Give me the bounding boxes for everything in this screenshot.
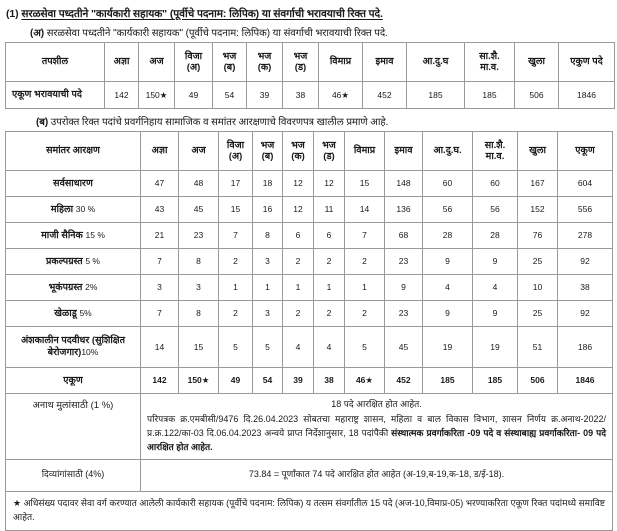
cell-total: 49 xyxy=(219,368,253,394)
cell-sbc: 46★ xyxy=(319,82,363,109)
row-label: प्रकल्पग्रस्त 5 % xyxy=(6,249,141,275)
col-header-st: अज xyxy=(139,43,175,82)
cell: 4 xyxy=(283,327,314,368)
cell: 8 xyxy=(179,301,219,327)
table-row xyxy=(6,249,613,275)
row-label: खेळाडू 5% xyxy=(6,301,141,327)
col-header-total: एकूण xyxy=(558,132,613,171)
col-header-vja: विजा (अ) xyxy=(175,43,213,82)
cell: 1 xyxy=(345,275,385,301)
col-header-vja: विजा (अ) xyxy=(219,132,253,171)
cell: 1 xyxy=(283,275,314,301)
cell: 12 xyxy=(283,197,314,223)
cell-total: 150★ xyxy=(179,368,219,394)
cell: 9 xyxy=(473,301,518,327)
cell: 7 xyxy=(141,249,179,275)
cell: 8 xyxy=(179,249,219,275)
col-header-sbc: विमाप्र xyxy=(345,132,385,171)
cell: 43 xyxy=(141,197,179,223)
cell-nt-b: 54 xyxy=(213,82,247,109)
cell: 15 xyxy=(179,327,219,368)
cell: 28 xyxy=(423,223,473,249)
cell-total: 142 xyxy=(141,368,179,394)
cell: 9 xyxy=(473,249,518,275)
footnote-text: अधिसंख्य पदावर सेवा वर्ग करण्यात आलेली कार्यकारी सहायक (पूर्वीचे पदनाम: लिपिक) य तत्सम संवर्गातील 15 पदे (अज-10,विमाप्र-05) भरण्याकरिता एकूण रिक्त पदांमध्ये समाविष्ट आहेत. xyxy=(13,497,605,523)
cell: 3 xyxy=(253,301,283,327)
cell: 7 xyxy=(345,223,385,249)
footnote-content xyxy=(6,491,613,530)
cell: 556 xyxy=(558,197,613,223)
table-row xyxy=(6,275,613,301)
cell: 17 xyxy=(219,171,253,197)
cell: 2 xyxy=(345,301,385,327)
cell-sebc: 185 xyxy=(465,82,515,109)
cell-total: 185 xyxy=(473,368,518,394)
col-header-parallel-reservation: समांतर आरक्षण xyxy=(6,132,141,171)
cell: 1 xyxy=(314,275,345,301)
col-header-nt-b: भज (ब) xyxy=(253,132,283,171)
row-label: भूकंपग्रस्त 2% xyxy=(6,275,141,301)
star-icon: ★ xyxy=(13,497,22,508)
cell-total: 38 xyxy=(314,368,345,394)
table-row xyxy=(6,327,613,368)
col-header-open: खुला xyxy=(518,132,558,171)
cell: 47 xyxy=(141,171,179,197)
cell: 167 xyxy=(518,171,558,197)
cell: 25 xyxy=(518,249,558,275)
cell: 2 xyxy=(219,249,253,275)
cell: 16 xyxy=(253,197,283,223)
cell: 14 xyxy=(141,327,179,368)
cell-total: 1846 xyxy=(558,368,613,394)
col-header-sbc: विमाप्र xyxy=(319,43,363,82)
col-header-total-posts: एकुण पदे xyxy=(559,43,615,82)
col-header-obc: इमाव xyxy=(385,132,423,171)
cell: 18 xyxy=(253,171,283,197)
cell: 60 xyxy=(473,171,518,197)
cell: 45 xyxy=(385,327,423,368)
cell-nt-d: 38 xyxy=(283,82,319,109)
cell: 23 xyxy=(385,249,423,275)
cell: 38 xyxy=(558,275,613,301)
cell: 56 xyxy=(473,197,518,223)
table-header-row xyxy=(6,132,613,171)
cell: 4 xyxy=(423,275,473,301)
cell: 15 xyxy=(219,197,253,223)
cell: 1 xyxy=(253,275,283,301)
cell-st: 150★ xyxy=(139,82,175,109)
disability-note-content: 73.84 = पूर्णांकात 74 पदे आरक्षित होत आहेत (अ-19,ब-19,क-18, ड/ई-18). xyxy=(141,459,613,491)
col-header-sebc: सा.शै. मा.व. xyxy=(465,43,515,82)
cell: 9 xyxy=(423,301,473,327)
table-row xyxy=(6,82,615,109)
cell: 12 xyxy=(314,171,345,197)
cell-nt-c: 39 xyxy=(247,82,283,109)
cell: 7 xyxy=(219,223,253,249)
table-row xyxy=(6,223,613,249)
disability-label: दिव्यांगांसाठी (4%) xyxy=(6,459,141,491)
cell: 56 xyxy=(423,197,473,223)
col-header-open: खुला xyxy=(515,43,559,82)
cell: 5 xyxy=(253,327,283,368)
row-label-total: एकूण xyxy=(6,368,141,394)
col-header-nt-c: भज (क) xyxy=(247,43,283,82)
section-b-heading xyxy=(0,109,617,131)
col-header-nt-d: भज (ड) xyxy=(314,132,345,171)
orphan-summary: 18 पदे आरक्षित होत आहेत. xyxy=(331,399,422,409)
page-title-text: सरळसेवा पध्दतीने "कार्यकारी सहायक" (पूर्वीचे पदनाम: लिपिक) या संवर्गाची भरावयाची रिक्त पदे. xyxy=(21,8,383,20)
table-row xyxy=(6,197,613,223)
cell: 5 xyxy=(219,327,253,368)
col-header-nt-c: भज (क) xyxy=(283,132,314,171)
cell-total: 54 xyxy=(253,368,283,394)
section-a-heading xyxy=(0,23,617,42)
cell: 12 xyxy=(283,171,314,197)
cell: 186 xyxy=(558,327,613,368)
cell: 76 xyxy=(518,223,558,249)
footnote-row xyxy=(6,491,613,530)
col-header-st: अज xyxy=(179,132,219,171)
cell: 19 xyxy=(423,327,473,368)
cell: 4 xyxy=(473,275,518,301)
cell: 2 xyxy=(314,301,345,327)
cell-total: 1846 xyxy=(559,82,615,109)
section-a-label: (अ) xyxy=(30,28,45,39)
cell-total: 452 xyxy=(385,368,423,394)
row-label: माजी सैनिक 15 % xyxy=(6,223,141,249)
cell: 3 xyxy=(141,275,179,301)
cell: 3 xyxy=(179,275,219,301)
col-header-sc: अज्ञा xyxy=(105,43,139,82)
col-header-nt-b: भज (ब) xyxy=(213,43,247,82)
table-row xyxy=(6,171,613,197)
row-label: सर्वसाधारण xyxy=(6,171,141,197)
cell: 136 xyxy=(385,197,423,223)
table-row xyxy=(6,301,613,327)
cell: 23 xyxy=(385,301,423,327)
cell-ews: 185 xyxy=(407,82,465,109)
cell: 6 xyxy=(314,223,345,249)
cell: 51 xyxy=(518,327,558,368)
section-a-text: सरळसेवा पध्दतीने "कार्यकारी सहायक" (पूर्वीचे पदनाम: लिपिक) या संवर्गाची भरावयाची रिक्त पदे. xyxy=(46,28,388,39)
table-total-row xyxy=(6,368,613,394)
cell: 3 xyxy=(253,249,283,275)
cell: 10 xyxy=(518,275,558,301)
vacancy-summary-table xyxy=(5,42,615,109)
cell: 68 xyxy=(385,223,423,249)
cell: 5 xyxy=(345,327,385,368)
cell: 15 xyxy=(345,171,385,197)
cell: 4 xyxy=(314,327,345,368)
cell: 1 xyxy=(219,275,253,301)
cell: 48 xyxy=(179,171,219,197)
col-header-sc: अज्ञा xyxy=(141,132,179,171)
cell: 2 xyxy=(283,301,314,327)
col-header-sebc: सा.शै. मा.व. xyxy=(473,132,518,171)
cell: 28 xyxy=(473,223,518,249)
cell-total: 185 xyxy=(423,368,473,394)
horizontal-reservation-table xyxy=(5,131,613,531)
cell-total: 506 xyxy=(518,368,558,394)
row-label: अंशकालीन पदवीधर (सुशिक्षित बेरोजगार)10% xyxy=(6,327,141,368)
col-header-ews: आ.दु.घ. xyxy=(423,132,473,171)
cell: 21 xyxy=(141,223,179,249)
page-title-number: (1) xyxy=(6,8,19,20)
row-label: महिला 30 % xyxy=(6,197,141,223)
page-title xyxy=(0,0,617,23)
cell: 92 xyxy=(558,249,613,275)
disability-reservation-row xyxy=(6,459,613,491)
cell: 6 xyxy=(283,223,314,249)
cell: 2 xyxy=(345,249,385,275)
cell: 60 xyxy=(423,171,473,197)
cell: 148 xyxy=(385,171,423,197)
cell: 25 xyxy=(518,301,558,327)
table-header-row xyxy=(6,43,615,82)
cell: 2 xyxy=(219,301,253,327)
cell: 14 xyxy=(345,197,385,223)
orphan-reservation-row xyxy=(6,394,613,460)
cell: 19 xyxy=(473,327,518,368)
orphan-detail: परिपत्रक क्र.एमबीसी/9476 दि.26.04.2023 सोबतचा महाराष्ट्र शासन, महिला व बाल विकास विभाग, शासन निर्णय क्र.अनाथ-2022/प्र.क्र.122/का-03 दि.06.04.2023 अन्वये प्राप्त निर्देशानुसार, 18 पदांपैकी संस्थात्मक प्रवर्गाकरिता -09 पदे व संस्थाबाह्य प्रवर्गाकरिता- 09 पदे आरक्षित होत आहेत. xyxy=(147,413,606,452)
col-header-detail: तपशील xyxy=(6,43,105,82)
cell: 23 xyxy=(179,223,219,249)
cell: 2 xyxy=(314,249,345,275)
cell: 7 xyxy=(141,301,179,327)
cell-obc: 452 xyxy=(363,82,407,109)
cell: 9 xyxy=(385,275,423,301)
col-header-ews: आ.दु.घ xyxy=(407,43,465,82)
section-b-text: उपरोक्त रिक्त पदांचे प्रवर्गनिहाय सामाजिक व समांतर आरक्षणाचे विवरणपत्र खालील प्रमाणे आहे. xyxy=(50,117,389,128)
cell: 9 xyxy=(423,249,473,275)
cell-total: 46★ xyxy=(345,368,385,394)
cell-vja: 49 xyxy=(175,82,213,109)
orphan-note-content xyxy=(141,394,613,460)
cell: 278 xyxy=(558,223,613,249)
cell: 45 xyxy=(179,197,219,223)
col-header-obc: इमाव xyxy=(363,43,407,82)
section-b-label: (ब) xyxy=(36,117,49,128)
cell: 11 xyxy=(314,197,345,223)
cell: 152 xyxy=(518,197,558,223)
cell-total: 39 xyxy=(283,368,314,394)
cell: 604 xyxy=(558,171,613,197)
cell: 92 xyxy=(558,301,613,327)
orphan-label: अनाथ मुलांसाठी (1 %) xyxy=(6,394,141,460)
cell: 2 xyxy=(283,249,314,275)
cell-sc: 142 xyxy=(105,82,139,109)
cell: 8 xyxy=(253,223,283,249)
row-label-total-vacancies: एकूण भरावयाची पदे xyxy=(6,82,105,109)
cell-open: 506 xyxy=(515,82,559,109)
col-header-nt-d: भज (ड) xyxy=(283,43,319,82)
